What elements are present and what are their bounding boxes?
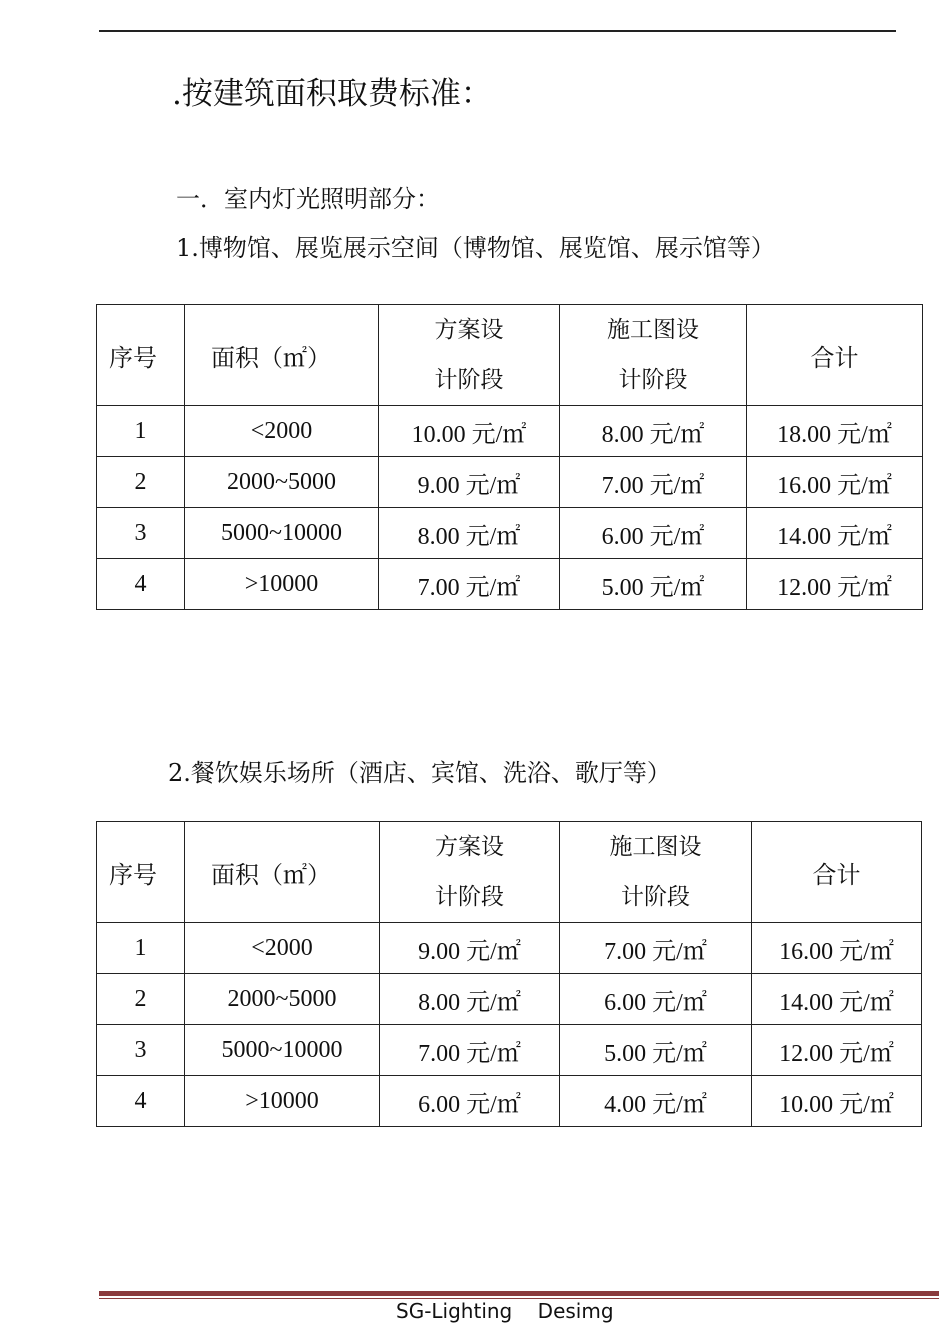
row-index: 4 [97,559,185,610]
header-total: 合计 [752,822,922,923]
table-row [97,923,922,974]
page-heading: .按建筑面积取费标准： [172,76,492,112]
fee-table-1 [96,304,923,610]
row-scheme-fee: 10.00 元/㎡ [379,406,560,457]
row-area: 2000~5000 [185,457,379,508]
table2-title: 2.餐饮娱乐场所（酒店、宾馆、洗浴、歌厅等） [168,759,671,787]
row-area: 5000~10000 [185,508,379,559]
table-row [97,1025,922,1076]
fee-table-2 [96,821,922,1127]
header-total: 合计 [747,305,923,406]
header-scheme-line2: 计阶段 [435,884,504,909]
row-construction-fee: 6.00 元/㎡ [560,974,752,1025]
row-area: <2000 [185,406,379,457]
header-index: 序号 [97,822,185,923]
header-index: 序号 [97,305,185,406]
row-total-fee: 16.00 元/㎡ [752,923,922,974]
row-index: 1 [97,923,185,974]
section-title: 一．室内灯光照明部分： [176,185,440,213]
row-construction-fee: 4.00 元/㎡ [560,1076,752,1127]
table-header-row [97,822,922,923]
table-row [97,406,923,457]
row-total-fee: 16.00 元/㎡ [747,457,923,508]
row-scheme-fee: 6.00 元/㎡ [380,1076,560,1127]
row-construction-fee: 8.00 元/㎡ [560,406,747,457]
row-scheme-fee: 8.00 元/㎡ [379,508,560,559]
header-rule [99,30,896,32]
row-total-fee: 14.00 元/㎡ [752,974,922,1025]
header-area: 面积（㎡） [185,305,379,406]
row-construction-fee: 6.00 元/㎡ [560,508,747,559]
table-row [97,457,923,508]
table-row [97,974,922,1025]
row-construction-fee: 5.00 元/㎡ [560,559,747,610]
header-area: 面积（㎡） [185,822,380,923]
row-scheme-fee: 8.00 元/㎡ [380,974,560,1025]
row-total-fee: 12.00 元/㎡ [747,559,923,610]
row-index: 1 [97,406,185,457]
row-construction-fee: 7.00 元/㎡ [560,457,747,508]
row-scheme-fee: 7.00 元/㎡ [380,1025,560,1076]
row-index: 3 [97,1025,185,1076]
footer-brand: SG-Lighting Desimg [396,1299,614,1323]
row-construction-fee: 7.00 元/㎡ [560,923,752,974]
row-scheme-fee: 7.00 元/㎡ [379,559,560,610]
row-total-fee: 12.00 元/㎡ [752,1025,922,1076]
row-scheme-fee: 9.00 元/㎡ [379,457,560,508]
row-index: 2 [97,457,185,508]
table-row [97,559,923,610]
row-total-fee: 10.00 元/㎡ [752,1076,922,1127]
row-index: 2 [97,974,185,1025]
row-area: >10000 [185,559,379,610]
header-scheme-line1: 方案设 [434,317,504,342]
row-scheme-fee: 9.00 元/㎡ [380,923,560,974]
row-total-fee: 14.00 元/㎡ [747,508,923,559]
table-row [97,508,923,559]
row-area: 5000~10000 [185,1025,380,1076]
row-area: 2000~5000 [185,974,380,1025]
header-construction-line2: 计阶段 [621,884,690,909]
header-scheme-line2: 计阶段 [434,367,504,392]
row-construction-fee: 5.00 元/㎡ [560,1025,752,1076]
header-scheme-line1: 方案设 [435,834,504,859]
table-row [97,1076,922,1127]
row-area: <2000 [185,923,380,974]
header-construction-line2: 计阶段 [618,367,688,392]
header-construction [560,822,752,923]
header-scheme [380,822,560,923]
footer-rule [99,1291,939,1296]
header-construction-line1: 施工图设 [609,834,702,859]
table-header-row [97,305,923,406]
row-total-fee: 18.00 元/㎡ [747,406,923,457]
header-construction-line1: 施工图设 [607,317,699,342]
row-area: >10000 [185,1076,380,1127]
table1-title: 1.博物馆、展览展示空间（博物馆、展览馆、展示馆等） [176,234,775,262]
row-index: 3 [97,508,185,559]
row-index: 4 [97,1076,185,1127]
header-scheme [379,305,560,406]
header-construction [560,305,747,406]
